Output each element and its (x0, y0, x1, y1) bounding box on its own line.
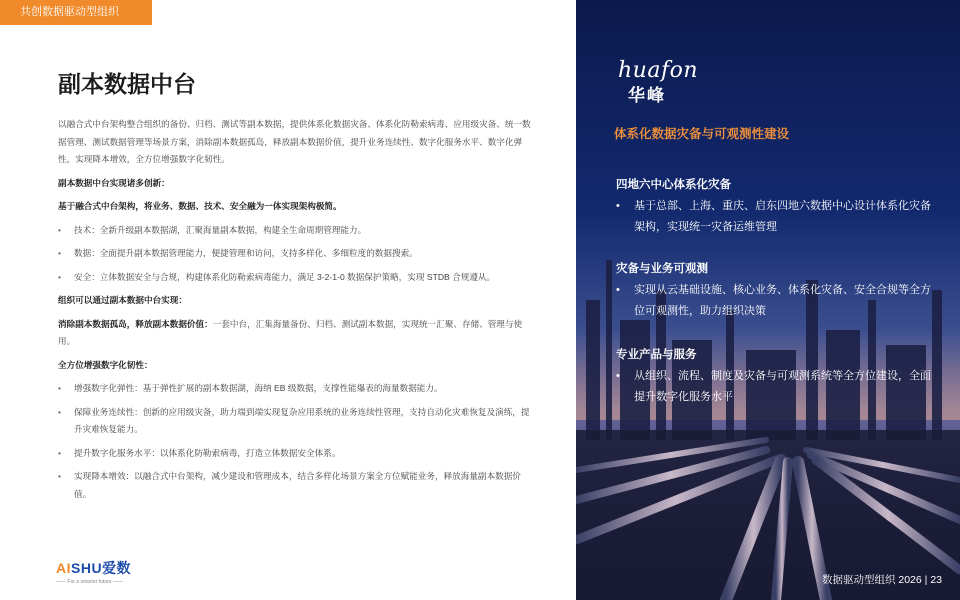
aishu-brand-ai: AI (56, 560, 71, 576)
page-footer (822, 572, 942, 587)
resilience-item: • 提升数字化服务水平：以体系化防勒索病毒，打造立体数据安全体系。 (58, 445, 538, 463)
page-label: 数据驱动型组织 2026 (821, 574, 922, 586)
main-content (58, 116, 538, 509)
resilience-item: • 实现降本增效：以融合式中台架构，减少建设和管理成本，结合多样化场景方案全方位赋能业务，释放海量副本数据价值。 (58, 468, 538, 503)
org-paragraph-bold: 消除副本数据孤岛，释放副本数据价值： (58, 318, 213, 329)
case-section (616, 260, 936, 322)
huafon-logo-cn: 华峰 (628, 86, 666, 105)
org-heading: 组织可以通过副本数据中台实现： (58, 295, 187, 305)
resilience-item: • 增强数字化弹性：基于弹性扩展的副本数据湖，海纳 EB 级数据，支撑性能爆表的海量数据能力。 (58, 380, 538, 398)
aishu-tagline: —— For a smarter future —— (56, 579, 123, 585)
page-separator: | (924, 574, 931, 586)
org-paragraph-text: 一套中台，汇集海量备份、归档、测试副本数据，实现统一汇聚、存储、管理与使用。 (58, 318, 523, 346)
case-section (616, 176, 936, 238)
resilience-item: • 保障业务连续性：创新的应用级灾备，助力端到端实现复杂应用系统的业务连续性管理，支持自动化灾难恢复及演练，提升灾难恢复能力。 (58, 404, 538, 439)
org-paragraph (58, 316, 538, 351)
case-section-title: 四地六中心体系化灾备 (616, 179, 731, 191)
innovation-heading: 副本数据中台实现诸多创新： (58, 177, 170, 188)
case-section-item: • 从组织、流程、制度及灾备与可观测系统等全方位建设，全面提升数字化服务水平 (616, 366, 936, 408)
aishu-brand-shu: SHU (71, 560, 103, 576)
resilience-heading: 全方位增强数字化韧性： (58, 359, 153, 370)
aishu-brand-cn: 爱数 (102, 560, 132, 576)
case-section (616, 346, 936, 408)
innovation-item: • 技术：全新升级副本数据湖，汇聚海量副本数据，构建全生命周期管理能力。 (58, 222, 538, 240)
page-number: 23 (930, 574, 942, 586)
innovation-item: • 安全：立体数据安全与合规，构建体系化防勒索病毒能力，满足 3-2-1-0 数据保护策略，实现 STDB 合规遵从。 (58, 269, 538, 287)
case-section-title: 专业产品与服务 (616, 349, 697, 361)
innovation-item: • 数据：全面提升副本数据管理能力，便捷管理和访问，支持多样化、多细粒度的数据搜索。 (58, 245, 538, 263)
page-title: 副本数据中台 (58, 71, 196, 97)
aishu-brand (56, 558, 131, 578)
huafon-logo-en: huafon (618, 58, 699, 83)
case-section-title: 灾备与业务可观测 (616, 263, 708, 275)
case-heading: 体系化数据灾备与可观测性建设 (614, 127, 790, 141)
case-section-item: • 实现从云基础设施、核心业务、体系化灾备、安全合规等全方位可观测性，助力组织决策 (616, 280, 936, 322)
case-study-panel (576, 0, 960, 600)
case-section-item: • 基于总部、上海、重庆、启东四地六数据中心设计体系化灾备架构，实现统一灾备运维管理 (616, 196, 936, 238)
section-tag: 共创数据驱动型组织 (0, 0, 152, 25)
aishu-logo (56, 558, 131, 585)
intro-paragraph: 以融合式中台架构整合组织的备份、归档、测试等副本数据，提供体系化数据灾备、体系化防勒索病毒、应用级灾备、统一数据管理、测试数据管理等场景方案，消除副本数据孤岛，释放副本数据价值，提升业务连续性、数字化服务水平、数字化弹性，实现降本增效，全方位增强数字化韧性。 (58, 119, 531, 164)
innovation-subheading: 基于融合式中台架构，将业务、数据、技术、安全融为一体实现架构极简。 (58, 201, 342, 211)
aishu-tagline-text: For a smarter future (67, 579, 112, 585)
huafon-logo (618, 58, 698, 106)
